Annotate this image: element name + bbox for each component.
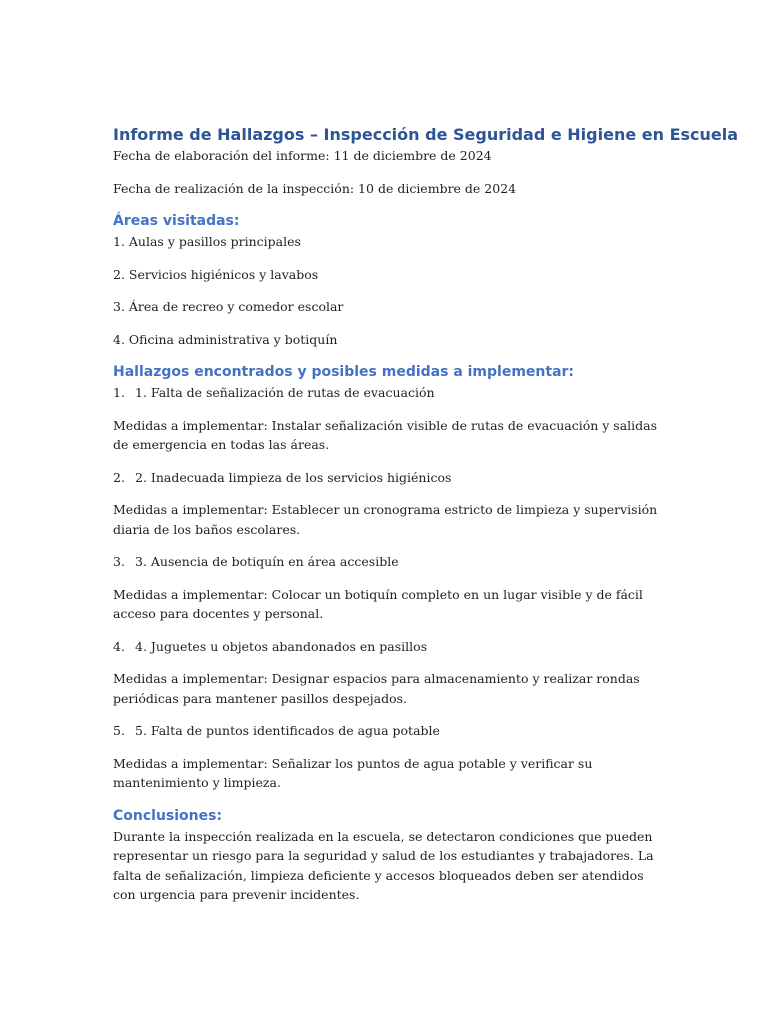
- finding-title: [113, 383, 658, 403]
- finding-title-text: 4. Juguetes u objetos abandonados en pasillos: [135, 638, 428, 654]
- document-page: [113, 124, 739, 905]
- finding-title-text: 1. Falta de señalización de rutas de evacuación: [135, 385, 435, 400]
- report-date: Fecha de elaboración del informe: 11 de diciembre de 2024: [113, 148, 492, 163]
- conclusions-text: Durante la inspección realizada en la escuela, se detectaron condiciones que pueden representar un riesgo para la seguridad y salud de los estudiantes y trabajadores. La falta de señalización, limpieza deficiente y accesos bloqueados deben ser atendidos con urgencia para prevenir incidentes.: [113, 828, 654, 902]
- finding-number: 1.: [113, 385, 125, 400]
- area-item: 1. Aulas y pasillos principales: [113, 234, 301, 249]
- conclusions-heading: Conclusiones:: [113, 807, 223, 824]
- finding-title: [113, 552, 658, 572]
- finding-number: 2.: [113, 469, 125, 485]
- finding-measure: Medidas a implementar: Designar espacios para almacenamiento y realizar rondas periódicas para mantener pasillos despejados.: [113, 671, 640, 706]
- finding-number: 3.: [113, 554, 125, 569]
- findings-heading: Hallazgos encontrados y posibles medidas a implementar:: [113, 364, 575, 380]
- finding-number: 4.: [113, 638, 125, 654]
- finding-measure: Medidas a implementar: Señalizar los puntos de agua potable y verificar su mantenimiento y limpieza.: [113, 755, 593, 790]
- area-item: 3. Área de recreo y comedor escolar: [113, 299, 344, 314]
- area-item: 2. Servicios higiénicos y lavabos: [113, 266, 319, 282]
- finding-title-text: 3. Ausencia de botiquín en área accesible: [135, 554, 399, 569]
- finding-measure: Medidas a implementar: Colocar un botiquín completo en un lugar visible y de fácil acceso para docentes y personal.: [113, 586, 643, 621]
- finding-measure: Medidas a implementar: Establecer un cronograma estricto de limpieza y supervisión diaria de los baños escolares.: [113, 502, 658, 537]
- finding-title: [113, 637, 658, 657]
- finding-title-text: 5. Falta de puntos identificados de agua potable: [135, 723, 440, 738]
- area-item: 4. Oficina administrativa y botiquín: [113, 331, 338, 347]
- finding-title-text: 2. Inadecuada limpieza de los servicios higiénicos: [135, 469, 452, 485]
- inspection-date: Fecha de realización de la inspección: 10 de diciembre de 2024: [113, 180, 517, 196]
- document-title: Informe de Hallazgos – Inspección de Seguridad e Higiene en Escuela: [113, 125, 739, 144]
- finding-title: [113, 721, 658, 741]
- finding-title: [113, 468, 658, 488]
- areas-heading: Áreas visitadas:: [113, 213, 240, 229]
- finding-measure: Medidas a implementar: Instalar señalización visible de rutas de evacuación y salidas de emergencia en todas las áreas.: [113, 417, 658, 452]
- finding-number: 5.: [113, 723, 125, 738]
